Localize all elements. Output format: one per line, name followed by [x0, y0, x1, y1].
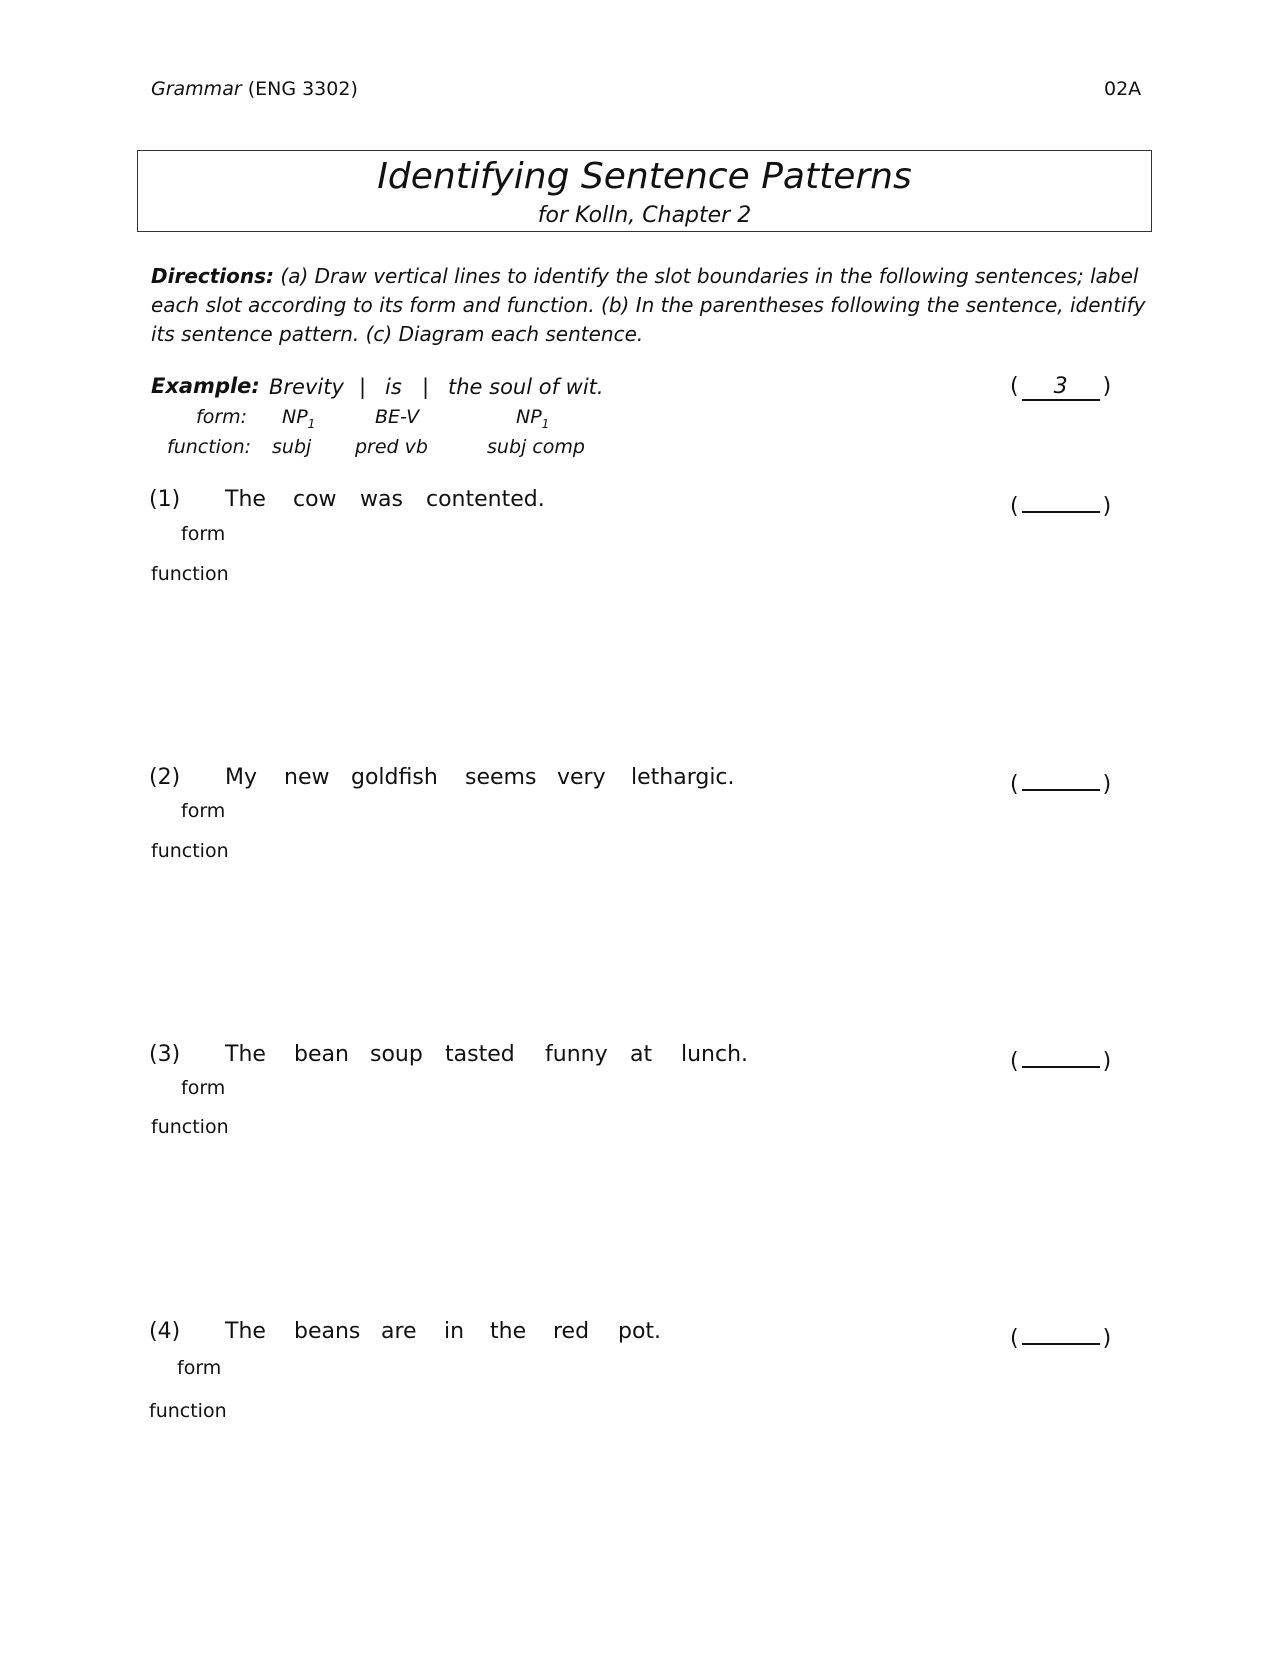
directions-text: (a) Draw vertical lines to identify the slot boundaries in the following sentences; label each slot according to its form and function. (b) In the parentheses following the sentence, identify its sentence pattern. (c) Diagram each sentence. [151, 264, 1146, 346]
item-word: bean [294, 1042, 349, 1067]
example-answer-value: 3 [1022, 375, 1100, 401]
pattern-answer-blank[interactable]: ( ) [1010, 487, 1111, 519]
page-title: Identifying Sentence Patterns [377, 156, 912, 197]
example-form-1: $NP_1$ [282, 406, 316, 431]
item-number: (4) [149, 1319, 181, 1344]
course-code: (ENG 3302) [247, 78, 358, 100]
title-box [137, 150, 1152, 232]
item-number: (3) [149, 1042, 181, 1067]
item-word: very [557, 765, 606, 790]
example-slot-3: the soul of wit. [448, 375, 604, 399]
example-label: Example: [151, 374, 260, 398]
document-id: 02A [1104, 78, 1142, 100]
item-word: contented. [426, 487, 545, 512]
example-form-3: $NP_1$ [516, 406, 550, 431]
item-number: (2) [149, 765, 181, 790]
form-label: form [181, 523, 226, 545]
directions-label: Directions: [151, 264, 275, 288]
item-word: My [225, 765, 258, 790]
item-word: lunch. [681, 1042, 749, 1067]
item-word: beans [294, 1319, 361, 1344]
item-word: goldfish [351, 765, 438, 790]
course-header [151, 78, 358, 100]
example-function-1: subj [272, 436, 312, 458]
example-slot-1: Brevity [269, 375, 344, 399]
function-label: function [151, 563, 229, 585]
directions [151, 262, 1151, 349]
item-word: seems [465, 765, 537, 790]
pattern-answer-blank[interactable]: ( ) [1010, 1042, 1111, 1074]
pattern-answer-blank[interactable]: ( ) [1010, 765, 1111, 797]
example-divider-1: | [359, 375, 367, 399]
item-word: The [225, 1319, 266, 1344]
course-name: Grammar [151, 78, 242, 100]
item-number: (1) [149, 487, 181, 512]
function-label: function [151, 840, 229, 862]
example-function-3: subj comp [487, 436, 585, 458]
function-label: function [151, 1116, 229, 1138]
item-word: lethargic. [631, 765, 735, 790]
item-word: pot. [618, 1319, 662, 1344]
example-form-label: form: [196, 406, 248, 428]
example-slot-2: is [385, 375, 402, 399]
item-word: red [553, 1319, 590, 1344]
item-word: in [444, 1319, 465, 1344]
item-word: at [630, 1042, 653, 1067]
item-word: the [490, 1319, 527, 1344]
item-word: new [284, 765, 330, 790]
form-label: form [177, 1357, 222, 1379]
example-function-label: function: [167, 436, 252, 458]
form-label: form [181, 1077, 226, 1099]
item-word: The [225, 487, 266, 512]
example-function-2: pred vb [355, 436, 428, 458]
item-word: are [381, 1319, 417, 1344]
form-label: form [181, 800, 226, 822]
item-word: The [225, 1042, 266, 1067]
pattern-answer-blank[interactable]: ( ) [1010, 1319, 1111, 1351]
example-form-2: BE-V [375, 406, 420, 428]
item-word: soup [370, 1042, 423, 1067]
function-label: function [149, 1400, 227, 1422]
example-pattern-answer: ( 3 ) [1010, 374, 1112, 399]
page-subtitle: for Kolln, Chapter 2 [537, 203, 752, 228]
item-word: was [360, 487, 403, 512]
example-divider-2: | [422, 375, 430, 399]
item-word: funny [545, 1042, 608, 1067]
item-word: tasted [445, 1042, 515, 1067]
item-word: cow [293, 487, 337, 512]
